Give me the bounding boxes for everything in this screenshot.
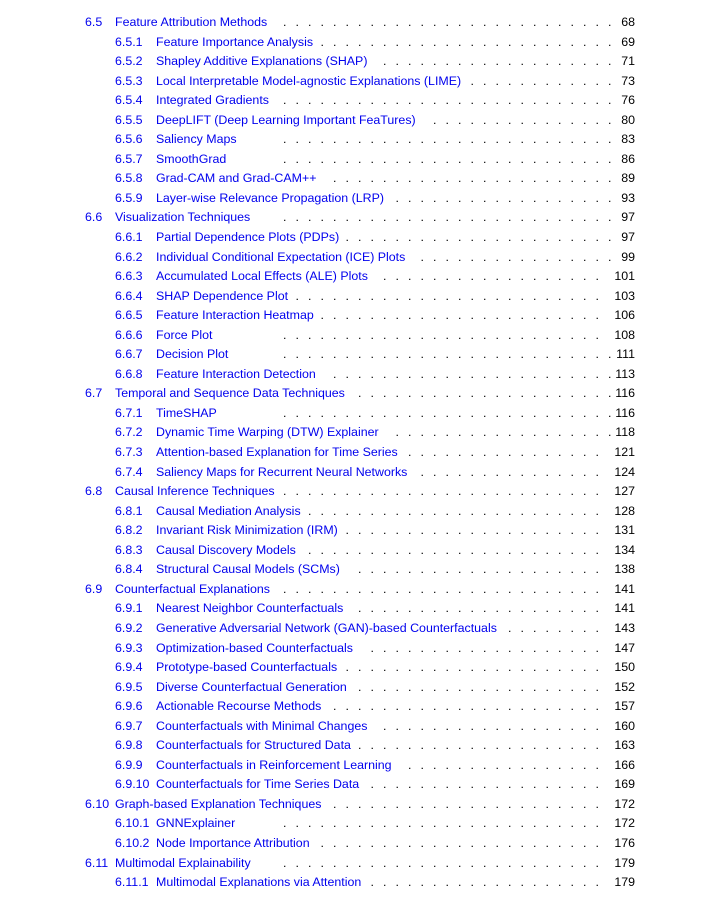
toc-entry-title[interactable]: Nearest Neighbor Counterfactuals xyxy=(156,599,347,619)
toc-entry-number[interactable]: 6.5.6 xyxy=(115,130,147,150)
toc-entry-page-number: 80 xyxy=(621,112,635,127)
toc-subsection-entry[interactable] xyxy=(0,736,717,756)
toc-entry-page-number: 68 xyxy=(621,15,635,29)
toc-entry-number[interactable]: 6.9.6 xyxy=(115,697,147,717)
toc-entry-title[interactable]: Dynamic Time Warping (DTW) Explainer xyxy=(156,423,383,443)
toc-entry-title[interactable]: SHAP Dependence Plot xyxy=(156,287,292,307)
dot-leader: . . . . . . . . . . . . . . . . . . . . . . . . . . . xyxy=(283,347,612,362)
toc-entry-page-number: 111 xyxy=(616,347,635,362)
toc-entry-number[interactable]: 6.8.4 xyxy=(115,560,147,580)
toc-entry-title[interactable]: Counterfactuals for Time Series Data xyxy=(156,775,363,795)
dot-leader: . . . . . . . . . . . . . . . . . . . . . . . . . . . xyxy=(283,132,612,147)
toc-entry-number[interactable]: 6.9.1 xyxy=(115,599,147,619)
toc-entry-number[interactable]: 6.8 xyxy=(85,482,106,502)
toc-entry-page-number: 176 xyxy=(614,835,635,850)
toc-entry-title[interactable]: Multimodal Explainability xyxy=(115,854,255,874)
dot-leader: . . . . . . . . . . . . . . . . . . . . . . xyxy=(333,699,599,714)
toc-section-entry[interactable] xyxy=(0,208,717,228)
toc-entry-page-number: 76 xyxy=(621,93,635,108)
toc-entry-page-number: 116 xyxy=(615,405,635,420)
toc-entry-page-number: 138 xyxy=(614,562,635,577)
toc-entry-number[interactable]: 6.6.6 xyxy=(115,326,147,346)
toc-subsection-entry[interactable] xyxy=(0,150,717,170)
toc-entry-number[interactable]: 6.7.2 xyxy=(115,423,147,443)
toc-entry-page-number: 172 xyxy=(614,816,635,831)
dot-leader: . . . . . . . . . . . . . . . . . . . xyxy=(370,777,599,792)
toc-subsection-entry[interactable] xyxy=(0,72,717,92)
toc-subsection-entry[interactable] xyxy=(0,639,717,659)
toc-entry-title[interactable]: Feature Interaction Detection xyxy=(156,365,320,385)
toc-subsection-entry[interactable] xyxy=(0,365,717,385)
toc-entry-page-number: 69 xyxy=(621,34,635,49)
toc-entry-page-number: 89 xyxy=(621,171,635,186)
dot-leader: . . . . . . . . . . . . . . . xyxy=(433,112,612,127)
toc-entry-title[interactable]: Causal Discovery Models xyxy=(156,541,300,561)
toc-entry-number[interactable]: 6.9.8 xyxy=(115,736,147,756)
toc-subsection-entry[interactable] xyxy=(0,756,717,776)
dot-leader: . . . . . . . . . . . . . . . . . . . . . . . xyxy=(333,171,612,186)
toc-entry-number[interactable]: 6.9.3 xyxy=(115,639,147,659)
toc-entry-page-number: 143 xyxy=(614,620,635,635)
dot-leader: . . . . . . . . . . . . . . . . . . . . . xyxy=(358,386,612,401)
toc-entry-number[interactable]: 6.7.3 xyxy=(115,443,147,463)
toc-entry-number[interactable]: 6.8.2 xyxy=(115,521,147,541)
dot-leader: . . . . . . . . . . . . . . . . . . . . . . . xyxy=(333,366,612,381)
toc-entry-number[interactable]: 6.10 xyxy=(85,795,113,815)
dot-leader: . . . . . . . . . . . . . . . . . . . . . . . . . . xyxy=(283,855,599,870)
toc-entry-title[interactable]: Feature Interaction Heatmap xyxy=(156,306,318,326)
toc-subsection-entry[interactable] xyxy=(0,111,717,131)
toc-subsection-entry[interactable] xyxy=(0,560,717,580)
toc-entry-title[interactable]: Force Plot xyxy=(156,326,216,346)
toc-entry-title[interactable]: Feature Importance Analysis xyxy=(156,33,317,53)
toc-subsection-entry[interactable] xyxy=(0,717,717,737)
dot-leader: . . . . . . . . . . . . . . . . . . . . . . . . . . xyxy=(283,581,599,596)
toc-entry-title[interactable]: Optimization-based Counterfactuals xyxy=(156,639,357,659)
toc-subsection-entry[interactable] xyxy=(0,404,717,424)
toc-entry-title[interactable]: Causal Mediation Analysis xyxy=(156,502,305,522)
toc-subsection-entry[interactable] xyxy=(0,33,717,53)
toc-entry-page-number: 121 xyxy=(614,445,635,460)
toc-entry-page-number: 160 xyxy=(614,718,635,733)
toc-entry-title[interactable]: Saliency Maps xyxy=(156,130,241,150)
toc-entry-page-number: 99 xyxy=(621,249,635,264)
toc-entry-title[interactable]: Visualization Techniques xyxy=(115,208,254,228)
toc-entry-page-number: 127 xyxy=(614,484,635,499)
dot-leader: . . . . . . . . . . . . . . . . . . . . . . xyxy=(333,796,599,811)
toc-entry-page-number: 157 xyxy=(614,699,635,714)
dot-leader: . . . . . . . . . . . . . . . . . . . . . . . . . . . xyxy=(283,151,612,166)
toc-entry-page-number: 118 xyxy=(615,425,635,440)
toc-subsection-entry[interactable] xyxy=(0,521,717,541)
toc-entry-page-number: 134 xyxy=(614,542,635,557)
toc-subsection-entry[interactable] xyxy=(0,267,717,287)
toc-subsection-entry[interactable] xyxy=(0,619,717,639)
toc-entry-number[interactable]: 6.5.7 xyxy=(115,150,147,170)
toc-entry-page-number: 141 xyxy=(614,581,635,596)
toc-entry-number[interactable]: 6.9 xyxy=(85,580,106,600)
toc-entry-number[interactable]: 6.5.5 xyxy=(115,111,147,131)
toc-entry-title[interactable]: DeepLIFT (Deep Learning Important FeaTures) xyxy=(156,111,420,131)
toc-entry-page-number: 73 xyxy=(621,73,635,88)
dot-leader: . . . . . . . . . . . . . . . . . . . . . . xyxy=(345,230,612,245)
toc-entry-title[interactable]: Counterfactuals in Reinforcement Learning xyxy=(156,756,396,776)
toc-entry-title[interactable]: Diverse Counterfactual Generation xyxy=(156,678,351,698)
toc-entry-page-number: 172 xyxy=(614,796,635,811)
toc-entry-title[interactable]: Prototype-based Counterfactuals xyxy=(156,658,341,678)
toc-entry-number[interactable]: 6.6.3 xyxy=(115,267,147,287)
toc-entry-page-number: 163 xyxy=(614,738,635,753)
toc-section-entry[interactable] xyxy=(0,580,717,600)
dot-leader: . . . . . . . . . . . . . . . . . . . . . . . . . . . xyxy=(283,405,612,420)
toc-entry-title[interactable]: Decision Plot xyxy=(156,345,232,365)
toc-entry-title[interactable]: Causal Inference Techniques xyxy=(115,482,279,502)
toc-subsection-entry[interactable] xyxy=(0,814,717,834)
dot-leader: . . . . . . . . . . . . . . . . . . . . . . . . . . xyxy=(283,327,599,342)
toc-entry-title[interactable]: Partial Dependence Plots (PDPs) xyxy=(156,228,343,248)
toc-entry-number[interactable]: 6.9.10 xyxy=(115,775,153,795)
toc-subsection-entry[interactable] xyxy=(0,443,717,463)
toc-subsection-entry[interactable] xyxy=(0,873,717,893)
toc-entry-number[interactable]: 6.7.1 xyxy=(115,404,147,424)
toc-entry-number[interactable]: 6.9.7 xyxy=(115,717,147,737)
dot-leader: . . . . . . . . . . . . . . . . . . . . . xyxy=(345,523,599,538)
dot-leader: . . . . . . . . . . . . . . . . . . . . . . . . . . xyxy=(283,484,599,499)
toc-entry-title[interactable]: Multimodal Explanations via Attention xyxy=(156,873,365,893)
toc-subsection-entry[interactable] xyxy=(0,834,717,854)
toc-entry-number[interactable]: 6.5.3 xyxy=(115,72,147,92)
toc-entry-number[interactable]: 6.8.3 xyxy=(115,541,147,561)
toc-subsection-entry[interactable] xyxy=(0,658,717,678)
dot-leader: . . . . . . . . . . . . . . . . . . xyxy=(383,269,599,284)
toc-entry-number[interactable]: 6.5 xyxy=(85,13,106,33)
toc-entry-page-number: 131 xyxy=(614,523,635,538)
toc-entry-number[interactable]: 6.5.1 xyxy=(115,33,147,53)
dot-leader: . . . . . . . . . . . . . . . . . . . . . . . . xyxy=(308,542,599,557)
toc-entry-number[interactable]: 6.5.9 xyxy=(115,189,147,209)
toc-entry-page-number: 116 xyxy=(615,386,635,401)
toc-entry-number[interactable]: 6.6.5 xyxy=(115,306,147,326)
toc-entry-title[interactable]: GNNExplainer xyxy=(156,814,239,834)
toc-entry-number[interactable]: 6.5.4 xyxy=(115,91,147,111)
toc-entry-page-number: 150 xyxy=(614,660,635,675)
dot-leader: . . . . . . . . . . . . . . . . . . . . . . . . . . xyxy=(283,816,599,831)
dot-leader: . . . . . . . . . . . . . . . . . . . . xyxy=(358,738,599,753)
toc-entry-number[interactable]: 6.7.4 xyxy=(115,463,147,483)
toc-entry-title[interactable]: Counterfactuals for Structured Data xyxy=(156,736,355,756)
toc-entry-number[interactable]: 6.11.1 xyxy=(115,873,153,893)
toc-entry-title[interactable]: Counterfactual Explanations xyxy=(115,580,274,600)
toc-subsection-entry[interactable] xyxy=(0,169,717,189)
toc-entry-title[interactable]: Graph-based Explanation Techniques xyxy=(115,795,325,815)
toc-entry-number[interactable]: 6.8.1 xyxy=(115,502,147,522)
toc-entry-page-number: 97 xyxy=(621,230,635,245)
toc-subsection-entry[interactable] xyxy=(0,189,717,209)
toc-entry-title[interactable]: TimeSHAP xyxy=(156,404,221,424)
toc-entry-title[interactable]: Accumulated Local Effects (ALE) Plots xyxy=(156,267,372,287)
toc-entry-number[interactable]: 6.6.8 xyxy=(115,365,147,385)
toc-subsection-entry[interactable] xyxy=(0,91,717,111)
toc-entry-page-number: 86 xyxy=(621,151,635,166)
toc-subsection-entry[interactable] xyxy=(0,345,717,365)
toc-subsection-entry[interactable] xyxy=(0,502,717,522)
toc-entry-title[interactable]: Temporal and Sequence Data Techniques xyxy=(115,384,349,404)
toc-entry-title[interactable]: Attention-based Explanation for Time Series xyxy=(156,443,402,463)
toc-section-entry[interactable] xyxy=(0,854,717,874)
toc-subsection-entry[interactable] xyxy=(0,463,717,483)
toc-entry-page-number: 141 xyxy=(614,601,635,616)
dot-leader: . . . . . . . . . . . . . . . . . . . xyxy=(370,640,599,655)
toc-entry-number[interactable]: 6.9.9 xyxy=(115,756,147,776)
toc-entry-page-number: 179 xyxy=(614,875,635,890)
dot-leader: . . . . . . . . . . . . . . . . . . . . . xyxy=(345,660,599,675)
toc-entry-title[interactable]: Node Importance Attribution xyxy=(156,834,314,854)
dot-leader: . . . . . . . . xyxy=(508,620,599,635)
toc-entry-number[interactable]: 6.6.4 xyxy=(115,287,147,307)
dot-leader: . . . . . . . . . . . . . . . . . . . . . . . xyxy=(320,835,599,850)
dot-leader: . . . . . . . . . . . . . . . . . . . xyxy=(370,875,599,890)
dot-leader: . . . . . . . . . . . . . . . . . . . . xyxy=(358,601,599,616)
toc-entry-title[interactable]: Individual Conditional Expectation (ICE) Plots xyxy=(156,248,409,268)
toc-entry-number[interactable]: 6.11 xyxy=(85,854,112,874)
toc-entry-page-number: 147 xyxy=(614,640,635,655)
toc-entry-page-number: 97 xyxy=(621,210,635,225)
toc-entry-number[interactable]: 6.6.7 xyxy=(115,345,147,365)
dot-leader: . . . . . . . . . . . . . . . . xyxy=(408,445,599,460)
toc-entry-page-number: 128 xyxy=(614,503,635,518)
toc-section-entry[interactable] xyxy=(0,13,717,33)
toc-entry-title[interactable]: Grad-CAM and Grad-CAM++ xyxy=(156,169,320,189)
dot-leader: . . . . . . . . . . . . . . . . . . . . . . . . . xyxy=(295,288,599,303)
toc-entry-page-number: 71 xyxy=(621,54,635,69)
toc-entry-number[interactable]: 6.5.2 xyxy=(115,52,147,72)
toc-entry-title[interactable]: Counterfactuals with Minimal Changes xyxy=(156,717,371,737)
dot-leader: . . . . . . . . . . . . . . . . . . . . . . . . . . . xyxy=(283,93,612,108)
toc-entry-page-number: 124 xyxy=(614,464,635,479)
toc-subsection-entry[interactable] xyxy=(0,52,717,72)
toc-entry-page-number: 106 xyxy=(614,308,635,323)
toc-entry-title[interactable]: SmoothGrad xyxy=(156,150,230,170)
dot-leader: . . . . . . . . . . . . xyxy=(470,73,612,88)
toc-entry-number[interactable]: 6.9.4 xyxy=(115,658,147,678)
toc-subsection-entry[interactable] xyxy=(0,287,717,307)
toc-entry-title[interactable]: Actionable Recourse Methods xyxy=(156,697,325,717)
toc-entry-page-number: 152 xyxy=(614,679,635,694)
toc-entry-title[interactable]: Integrated Gradients xyxy=(156,91,273,111)
toc-subsection-entry[interactable] xyxy=(0,678,717,698)
dot-leader: . . . . . . . . . . . . . . . . . . . . . . . . xyxy=(308,503,599,518)
dot-leader: . . . . . . . . . . . . . . . xyxy=(420,464,599,479)
toc-entry-number[interactable]: 6.9.2 xyxy=(115,619,147,639)
toc-entry-page-number: 166 xyxy=(614,757,635,772)
toc-entry-title[interactable]: Structural Causal Models (SCMs) xyxy=(156,560,344,580)
dot-leader: . . . . . . . . . . . . . . . . . . . . . . . xyxy=(320,308,599,323)
toc-entry-title[interactable]: Saliency Maps for Recurrent Neural Networks xyxy=(156,463,411,483)
dot-leader: . . . . . . . . . . . . . . . . . . . . . . . . . . . xyxy=(283,210,612,225)
toc-section-entry[interactable] xyxy=(0,482,717,502)
toc-subsection-entry[interactable] xyxy=(0,775,717,795)
toc-entry-number[interactable]: 6.6.2 xyxy=(115,248,147,268)
toc-entry-page-number: 113 xyxy=(615,366,635,381)
toc-entry-page-number: 93 xyxy=(621,190,635,205)
toc-subsection-entry[interactable] xyxy=(0,697,717,717)
toc-subsection-entry[interactable] xyxy=(0,130,717,150)
toc-entry-title[interactable]: Feature Attribution Methods xyxy=(115,13,271,33)
dot-leader: . . . . . . . . . . . . . . . . . . xyxy=(395,425,612,440)
toc-subsection-entry[interactable] xyxy=(0,228,717,248)
toc-entry-page-number: 101 xyxy=(614,269,635,284)
toc-entry-number[interactable]: 6.10.1 xyxy=(115,814,153,834)
toc-subsection-entry[interactable] xyxy=(0,599,717,619)
dot-leader: . . . . . . . . . . . . . . . . . . . . . . . . . . . xyxy=(283,15,612,29)
toc-entry-number[interactable]: 6.7 xyxy=(85,384,106,404)
toc-entry-page-number: 103 xyxy=(614,288,635,303)
toc-subsection-entry[interactable] xyxy=(0,326,717,346)
dot-leader: . . . . . . . . . . . . . . . . . . . . xyxy=(358,679,599,694)
toc-entry-title[interactable]: Invariant Risk Minimization (IRM) xyxy=(156,521,342,541)
toc-entry-number[interactable]: 6.6.1 xyxy=(115,228,147,248)
dot-leader: . . . . . . . . . . . . . . . . . . . . xyxy=(358,562,599,577)
toc-entry-page-number: 169 xyxy=(614,777,635,792)
toc-subsection-entry[interactable] xyxy=(0,541,717,561)
toc-entry-title[interactable]: Shapley Additive Explanations (SHAP) xyxy=(156,52,371,72)
toc-entry-page-number: 83 xyxy=(621,132,635,147)
toc-entry-title[interactable]: Local Interpretable Model-agnostic Explanations (LIME) xyxy=(156,72,465,92)
toc-subsection-entry[interactable] xyxy=(0,423,717,443)
toc-entry-number[interactable]: 6.5.8 xyxy=(115,169,147,189)
toc-subsection-entry[interactable] xyxy=(0,306,717,326)
toc-section-entry[interactable] xyxy=(0,384,717,404)
toc-section-entry[interactable] xyxy=(0,795,717,815)
toc-entry-title[interactable]: Layer-wise Relevance Propagation (LRP) xyxy=(156,189,388,209)
dot-leader: . . . . . . . . . . . . . . . . . . xyxy=(383,718,599,733)
dot-leader: . . . . . . . . . . . . . . . . xyxy=(420,249,612,264)
dot-leader: . . . . . . . . . . . . . . . . . . . xyxy=(383,54,612,69)
toc-entry-number[interactable]: 6.10.2 xyxy=(115,834,153,854)
dot-leader: . . . . . . . . . . . . . . . . . . . . . . . . xyxy=(320,34,612,49)
toc-subsection-entry[interactable] xyxy=(0,248,717,268)
dot-leader: . . . . . . . . . . . . . . . . xyxy=(408,757,599,772)
dot-leader: . . . . . . . . . . . . . . . . . . xyxy=(395,190,612,205)
toc-entry-number[interactable]: 6.6 xyxy=(85,208,106,228)
toc-entry-page-number: 179 xyxy=(614,855,635,870)
toc-entry-title[interactable]: Generative Adversarial Network (GAN)-based Counterfactuals xyxy=(156,619,501,639)
toc-entry-number[interactable]: 6.9.5 xyxy=(115,678,147,698)
toc-entry-page-number: 108 xyxy=(614,327,635,342)
table-of-contents xyxy=(0,13,717,893)
